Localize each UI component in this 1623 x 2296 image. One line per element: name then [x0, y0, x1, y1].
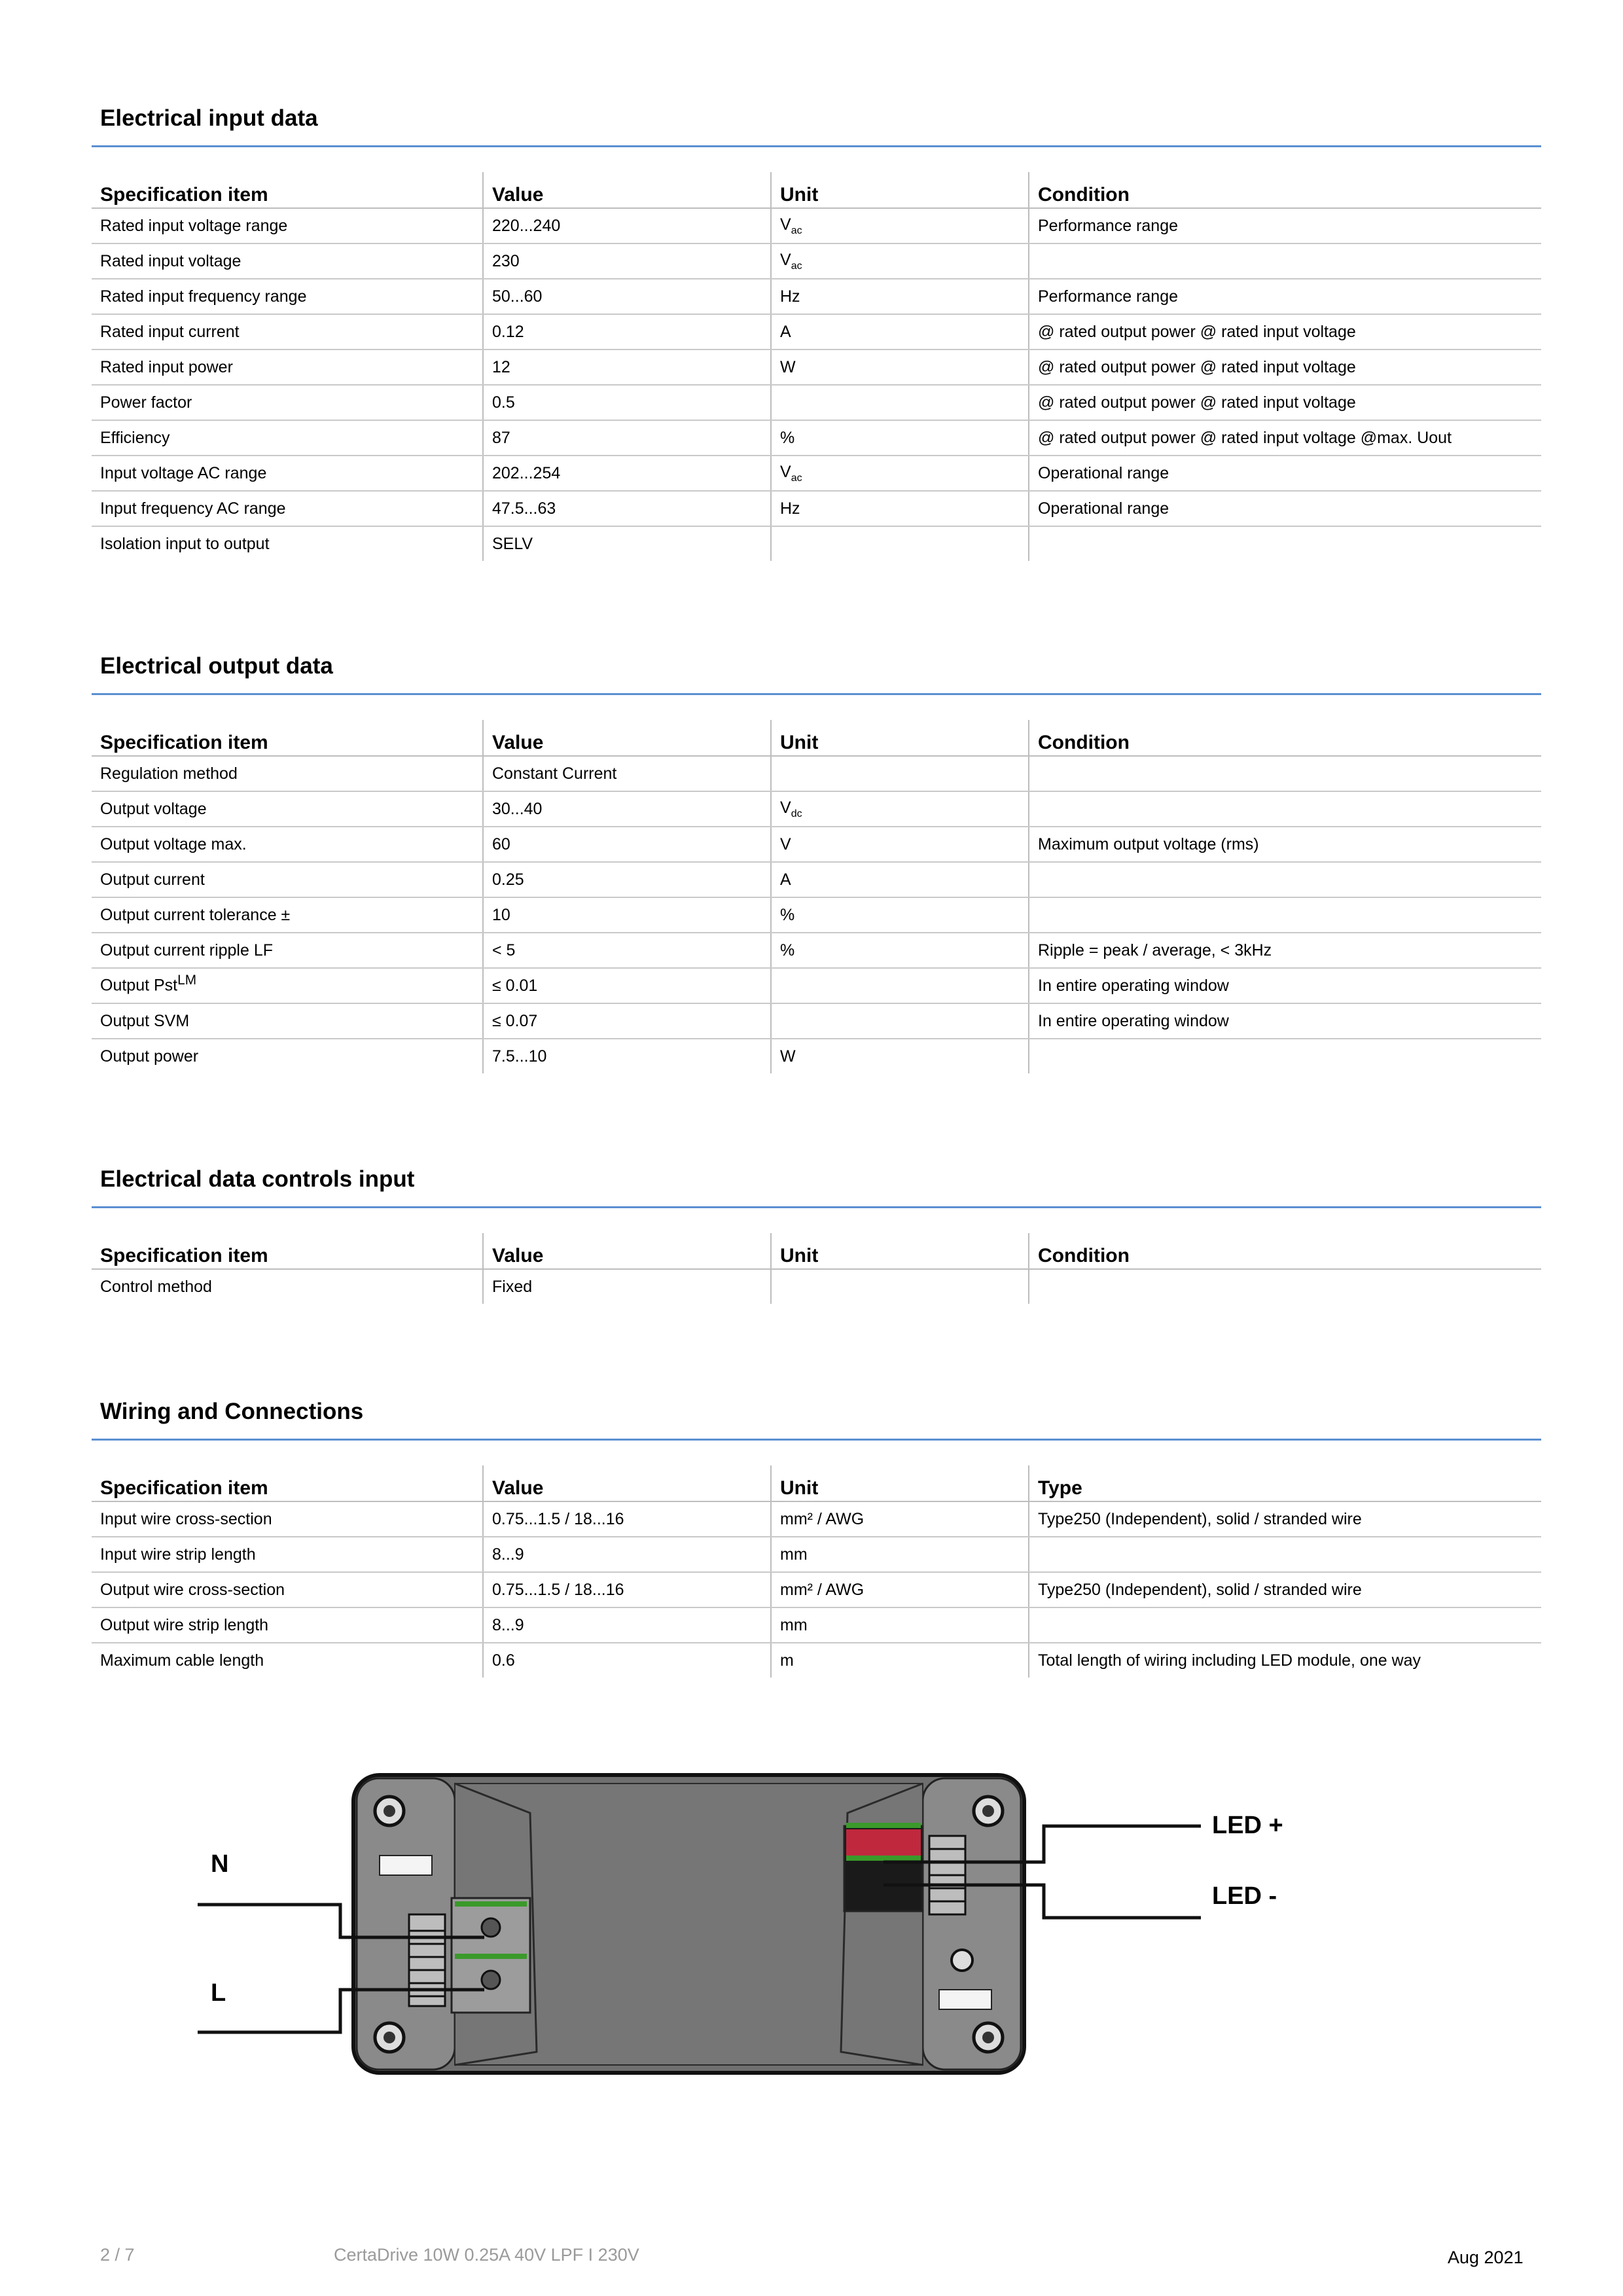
column-header: Specification item: [92, 720, 483, 756]
spec-condition-cell: [1029, 243, 1541, 279]
spec-value-cell: 30...40: [483, 791, 771, 827]
spec-item-cell: [92, 1607, 483, 1643]
spec-item-cell: [92, 1643, 483, 1677]
column-header: Condition: [1029, 172, 1541, 208]
table-row: [92, 1501, 1541, 1537]
spec-unit-cell: [771, 1003, 1029, 1039]
spec-item-label: Rated input current: [100, 322, 240, 341]
spec-unit: %: [780, 905, 795, 924]
spec-value-cell: 47.5...63: [483, 491, 771, 526]
spec-unit-cell: [771, 385, 1029, 420]
section-title: Electrical data controls input: [92, 1163, 1541, 1208]
column-header: Unit: [771, 172, 1029, 208]
spec-condition-cell: @ rated output power @ rated input voltage: [1029, 350, 1541, 385]
spec-item-label: Input frequency AC range: [100, 499, 286, 518]
spec-unit-cell: [771, 420, 1029, 456]
column-header: Value: [483, 1465, 771, 1501]
spec-unit: %: [780, 941, 795, 960]
spec-table: [92, 1465, 1541, 1677]
input-terminal-screw: [482, 1918, 500, 1937]
spec-item-label: Output current tolerance ±: [100, 905, 291, 924]
spec-item-label: Output voltage max.: [100, 834, 247, 853]
spec-item-cell: [92, 756, 483, 791]
spec-item-cell: [92, 208, 483, 243]
spec-item-cell: [92, 791, 483, 827]
column-header: Specification item: [92, 1233, 483, 1269]
spec-item-label: Output voltage: [100, 799, 207, 818]
column-header: Unit: [771, 720, 1029, 756]
spec-condition-cell: Operational range: [1029, 491, 1541, 526]
spec-unit-cell: [771, 827, 1029, 862]
spec-condition-cell: [1029, 791, 1541, 827]
spec-condition-cell: Maximum output voltage (rms): [1029, 827, 1541, 862]
spec-value-cell: 7.5...10: [483, 1039, 771, 1073]
spec-condition-cell: [1029, 1269, 1541, 1304]
spec-item-label: Rated input voltage range: [100, 216, 288, 235]
spec-condition-cell: [1029, 897, 1541, 933]
section-title: Electrical input data: [92, 102, 1541, 147]
table-row: [92, 456, 1541, 491]
spec-unit-cell: [771, 1572, 1029, 1607]
spec-item-cell: [92, 456, 483, 491]
spec-value-cell: ≤ 0.01: [483, 968, 771, 1003]
spec-condition-cell: Performance range: [1029, 279, 1541, 314]
spec-item-label: Rated input frequency range: [100, 287, 307, 306]
table-row: [92, 385, 1541, 420]
label-live: L: [211, 1979, 226, 2007]
spec-unit-cell: [771, 243, 1029, 279]
strain-relief-left: [409, 1914, 445, 2006]
spec-unit: mm: [780, 1545, 808, 1564]
spec-item-cell: [92, 243, 483, 279]
spec-unit: mm: [780, 1615, 808, 1634]
column-header: Value: [483, 1233, 771, 1269]
spec-value-cell: 87: [483, 420, 771, 456]
spec-unit-cell: [771, 862, 1029, 897]
spec-value-cell: 0.5: [483, 385, 771, 420]
spec-item-cell: [92, 1501, 483, 1537]
spec-item-label: Rated input power: [100, 357, 233, 376]
spec-value-cell: 0.75...1.5 / 18...16: [483, 1501, 771, 1537]
column-header: Specification item: [92, 172, 483, 208]
label-patch-left: [380, 1856, 432, 1875]
spec-unit-cell: [771, 968, 1029, 1003]
spec-condition-cell: @ rated output power @ rated input voltage @max. Uout: [1029, 420, 1541, 456]
spec-condition-cell: In entire operating window: [1029, 968, 1541, 1003]
spec-item-cell: [92, 827, 483, 862]
spec-item-label: Isolation input to output: [100, 534, 270, 553]
section-title: Electrical output data: [92, 650, 1541, 695]
spec-item-label: Input voltage AC range: [100, 463, 267, 482]
spec-item-cell: [92, 1537, 483, 1572]
table-row: [92, 827, 1541, 862]
spec-condition-cell: Ripple = peak / average, < 3kHz: [1029, 933, 1541, 968]
table-row: [92, 1269, 1541, 1304]
spec-value-cell: Fixed: [483, 1269, 771, 1304]
table-row: [92, 208, 1541, 243]
table-row: [92, 1643, 1541, 1677]
spec-value-cell: 50...60: [483, 279, 771, 314]
column-header: Specification item: [92, 1465, 483, 1501]
spec-condition-cell: [1029, 1607, 1541, 1643]
spec-item-label: Output power: [100, 1047, 199, 1066]
spec-unit: m: [780, 1651, 794, 1670]
spec-item-label: Regulation method: [100, 764, 238, 783]
column-header: Unit: [771, 1465, 1029, 1501]
footer-product-name: CertaDrive 10W 0.25A 40V LPF I 230V: [334, 2245, 639, 2265]
spec-condition-cell: [1029, 1039, 1541, 1073]
footer-date: Aug 2021: [1448, 2248, 1524, 2267]
spec-item-cell: [92, 1003, 483, 1039]
spec-unit: A: [780, 322, 791, 341]
section-controls-input: [92, 1163, 1541, 1304]
spec-item-cell: [92, 1572, 483, 1607]
spec-unit-cell: [771, 208, 1029, 243]
table-row: [92, 897, 1541, 933]
table-row: [92, 314, 1541, 350]
spec-item-label: Control method: [100, 1277, 212, 1296]
label-patch-right: [939, 1990, 991, 2009]
spec-value-cell: 0.25: [483, 862, 771, 897]
spec-item-cell: [92, 1039, 483, 1073]
column-header: Type: [1029, 1465, 1541, 1501]
spec-unit-sub: ac: [791, 472, 802, 484]
spec-unit-cell: [771, 1643, 1029, 1677]
spec-value-cell: 0.6: [483, 1643, 771, 1677]
spec-value-cell: Constant Current: [483, 756, 771, 791]
footer-page-number: 2 / 7: [100, 2245, 135, 2265]
spec-item-label: Efficiency: [100, 428, 170, 447]
spec-item-cell: [92, 350, 483, 385]
spec-unit-cell: [771, 897, 1029, 933]
spec-unit-cell: [771, 791, 1029, 827]
spec-unit-cell: [771, 279, 1029, 314]
spec-value-cell: 230: [483, 243, 771, 279]
right-end-cap: [923, 1778, 1021, 2070]
column-header: Condition: [1029, 1233, 1541, 1269]
label-led-minus: LED -: [1212, 1882, 1277, 1910]
spec-unit: W: [780, 1047, 796, 1066]
table-row: [92, 933, 1541, 968]
spec-item-cell: [92, 1269, 483, 1304]
table-row: [92, 1572, 1541, 1607]
spec-unit: mm² / AWG: [780, 1580, 865, 1599]
table-row: [92, 968, 1541, 1003]
spec-unit: A: [780, 870, 791, 889]
spec-item-cell: [92, 491, 483, 526]
spec-unit: V: [780, 834, 791, 853]
spec-item-label: Maximum cable length: [100, 1651, 264, 1670]
strain-relief-right: [929, 1836, 965, 1914]
spec-item-sup: LM: [177, 973, 197, 988]
spec-item-cell: [92, 526, 483, 561]
spec-item-cell: [92, 862, 483, 897]
spec-unit-cell: [771, 456, 1029, 491]
spec-unit: V: [780, 250, 791, 269]
spec-unit-cell: [771, 1501, 1029, 1537]
section-wiring: [92, 1395, 1541, 1677]
section-electrical-output: [92, 650, 1541, 1073]
spec-item-label: Output Pst: [100, 976, 178, 995]
section-electrical-input: [92, 102, 1541, 561]
spec-condition-cell: Operational range: [1029, 456, 1541, 491]
spec-condition-cell: @ rated output power @ rated input voltage: [1029, 385, 1541, 420]
spec-unit-cell: [771, 933, 1029, 968]
spec-table: [92, 172, 1541, 561]
table-row: [92, 1039, 1541, 1073]
table-row: [92, 756, 1541, 791]
spec-unit-cell: [771, 314, 1029, 350]
spec-unit: mm² / AWG: [780, 1509, 865, 1528]
section-title: Wiring and Connections: [92, 1395, 1541, 1441]
spec-condition-cell: Type250 (Independent), solid / stranded wire: [1029, 1501, 1541, 1537]
spec-unit-sub: dc: [791, 808, 802, 819]
table-row: [92, 1537, 1541, 1572]
column-header: Unit: [771, 1233, 1029, 1269]
spec-item-label: Output current ripple LF: [100, 941, 274, 960]
spec-item-cell: [92, 314, 483, 350]
spec-value-cell: SELV: [483, 526, 771, 561]
spec-unit-cell: [771, 1039, 1029, 1073]
spec-condition-cell: Performance range: [1029, 208, 1541, 243]
table-row: [92, 526, 1541, 561]
spec-value-cell: 220...240: [483, 208, 771, 243]
spec-item-label: Output current: [100, 870, 205, 889]
spec-item-cell: [92, 968, 483, 1003]
spec-unit: W: [780, 357, 796, 376]
spec-item-label: Output wire cross-section: [100, 1580, 285, 1599]
spec-condition-cell: [1029, 1537, 1541, 1572]
spec-value-cell: 0.75...1.5 / 18...16: [483, 1572, 771, 1607]
spec-unit-cell: [771, 756, 1029, 791]
spec-value-cell: < 5: [483, 933, 771, 968]
spec-value-cell: 8...9: [483, 1537, 771, 1572]
spec-unit: Hz: [780, 499, 800, 518]
column-header: Value: [483, 172, 771, 208]
spec-unit-cell: [771, 350, 1029, 385]
label-led-plus: LED +: [1212, 1812, 1283, 1839]
wiring-diagram: [190, 1764, 1315, 2098]
spec-condition-cell: Type250 (Independent), solid / stranded wire: [1029, 1572, 1541, 1607]
table-row: [92, 491, 1541, 526]
spec-item-label: Output wire strip length: [100, 1615, 269, 1634]
spec-condition-cell: [1029, 862, 1541, 897]
spec-unit: %: [780, 428, 795, 447]
output-terminal-red: [846, 1829, 921, 1856]
spec-unit: V: [780, 215, 791, 234]
spec-item-cell: [92, 420, 483, 456]
spec-value-cell: 0.12: [483, 314, 771, 350]
spec-unit-cell: [771, 526, 1029, 561]
spec-unit: V: [780, 462, 791, 481]
spec-unit-cell: [771, 1607, 1029, 1643]
spec-item-cell: [92, 933, 483, 968]
spec-item-label: Input wire cross-section: [100, 1509, 272, 1528]
table-row: [92, 1607, 1541, 1643]
spec-condition-cell: [1029, 756, 1541, 791]
label-neutral: N: [211, 1850, 229, 1878]
spec-item-label: Output SVM: [100, 1011, 190, 1030]
table-header-row: [92, 1233, 1541, 1269]
table-row: [92, 350, 1541, 385]
spec-value-cell: 12: [483, 350, 771, 385]
table-header-row: [92, 1465, 1541, 1501]
spec-unit-cell: [771, 1269, 1029, 1304]
spec-table: [92, 720, 1541, 1073]
spec-value-cell: 202...254: [483, 456, 771, 491]
spec-value-cell: 10: [483, 897, 771, 933]
table-header-row: [92, 172, 1541, 208]
spec-unit-cell: [771, 491, 1029, 526]
spec-table: [92, 1233, 1541, 1304]
spec-unit: Hz: [780, 287, 800, 306]
spec-item-label: Rated input voltage: [100, 251, 241, 270]
spec-value-cell: 60: [483, 827, 771, 862]
spec-value-cell: ≤ 0.07: [483, 1003, 771, 1039]
spec-item-cell: [92, 279, 483, 314]
table-header-row: [92, 720, 1541, 756]
spec-condition-cell: In entire operating window: [1029, 1003, 1541, 1039]
spec-unit-sub: ac: [791, 224, 802, 236]
spec-condition-cell: [1029, 526, 1541, 561]
spec-condition-cell: @ rated output power @ rated input voltage: [1029, 314, 1541, 350]
input-terminal-screw: [482, 1971, 500, 1989]
spec-item-label: Input wire strip length: [100, 1545, 256, 1564]
spec-unit: V: [780, 798, 791, 817]
spec-item-cell: [92, 897, 483, 933]
table-row: [92, 420, 1541, 456]
table-row: [92, 862, 1541, 897]
table-row: [92, 243, 1541, 279]
column-header: Condition: [1029, 720, 1541, 756]
spec-item-cell: [92, 385, 483, 420]
spec-condition-cell: Total length of wiring including LED module, one way: [1029, 1643, 1541, 1677]
column-header: Value: [483, 720, 771, 756]
release-hole: [952, 1950, 972, 1971]
table-row: [92, 1003, 1541, 1039]
spec-unit-sub: ac: [791, 260, 802, 272]
spec-value-cell: 8...9: [483, 1607, 771, 1643]
spec-unit-cell: [771, 1537, 1029, 1572]
table-row: [92, 279, 1541, 314]
table-row: [92, 791, 1541, 827]
spec-item-label: Power factor: [100, 393, 192, 412]
